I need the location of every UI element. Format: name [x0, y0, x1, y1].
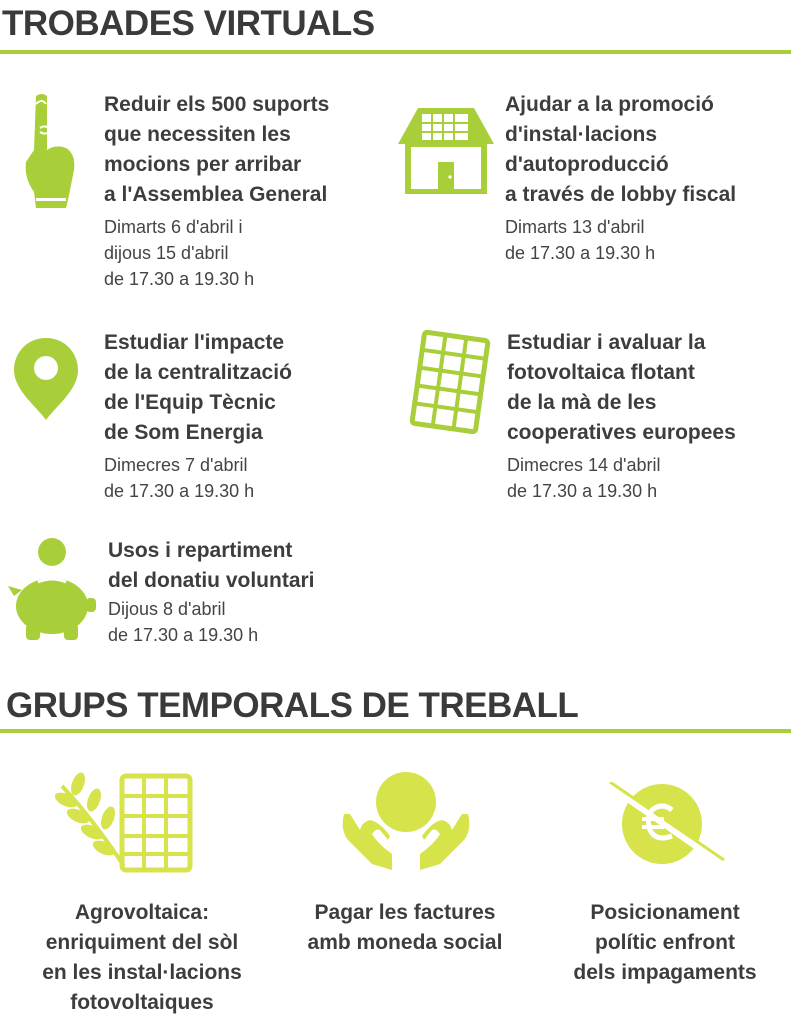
event-title: Estudiar i avaluar la fotovoltaica flotant de la mà de les cooperatives europees [507, 331, 736, 444]
event-title: Ajudar a la promoció d'instal·lacions d'autoproducció a través de lobby fiscal [505, 93, 737, 206]
event-date: Dimarts 13 d'abril de 17.30 a 19.30 h [505, 217, 656, 263]
group-title: Agrovoltaica: enriquiment del sòl en les instal·lacions fotovoltaiques [42, 901, 242, 1014]
event-card [108, 536, 388, 648]
hands-coin-icon [340, 770, 472, 876]
house-solar-icon [398, 104, 494, 194]
location-pin-icon [12, 336, 80, 422]
event-title: Reduir els 500 suports que necessiten les mocions per arribar a l'Assemblea General [104, 93, 330, 206]
section-divider [0, 50, 791, 54]
solar-panel-icon [404, 330, 496, 434]
event-title: Estudiar l'impacte de la centralització de l'Equip Tècnic de Som Energia [104, 331, 292, 444]
section-heading-grups: GRUPS TEMPORALS DE TREBALL [6, 686, 579, 725]
agrovoltaic-icon [52, 770, 194, 874]
section-divider [0, 729, 791, 733]
event-card [507, 328, 787, 504]
finger-icon [22, 92, 78, 210]
event-title: Usos i repartiment del donatiu voluntari [108, 539, 315, 592]
group-title: Posicionament polític enfront dels impagaments [573, 901, 757, 984]
event-date: Dimecres 7 d'abril de 17.30 a 19.30 h [104, 455, 255, 501]
event-card [104, 328, 394, 504]
piggy-bank-icon [8, 536, 96, 642]
section-heading-trobades: TROBADES VIRTUALS [2, 4, 375, 43]
event-date: Dijous 8 d'abril de 17.30 a 19.30 h [108, 599, 259, 645]
group-title: Pagar les factures amb moneda social [307, 901, 503, 954]
event-card [505, 90, 785, 266]
event-card [104, 90, 394, 292]
event-date: Dimarts 6 d'abril i dijous 15 d'abril de 17.30 a 19.30 h [104, 217, 255, 289]
event-date: Dimecres 14 d'abril de 17.30 a 19.30 h [507, 455, 661, 501]
no-euro-icon [600, 782, 726, 864]
